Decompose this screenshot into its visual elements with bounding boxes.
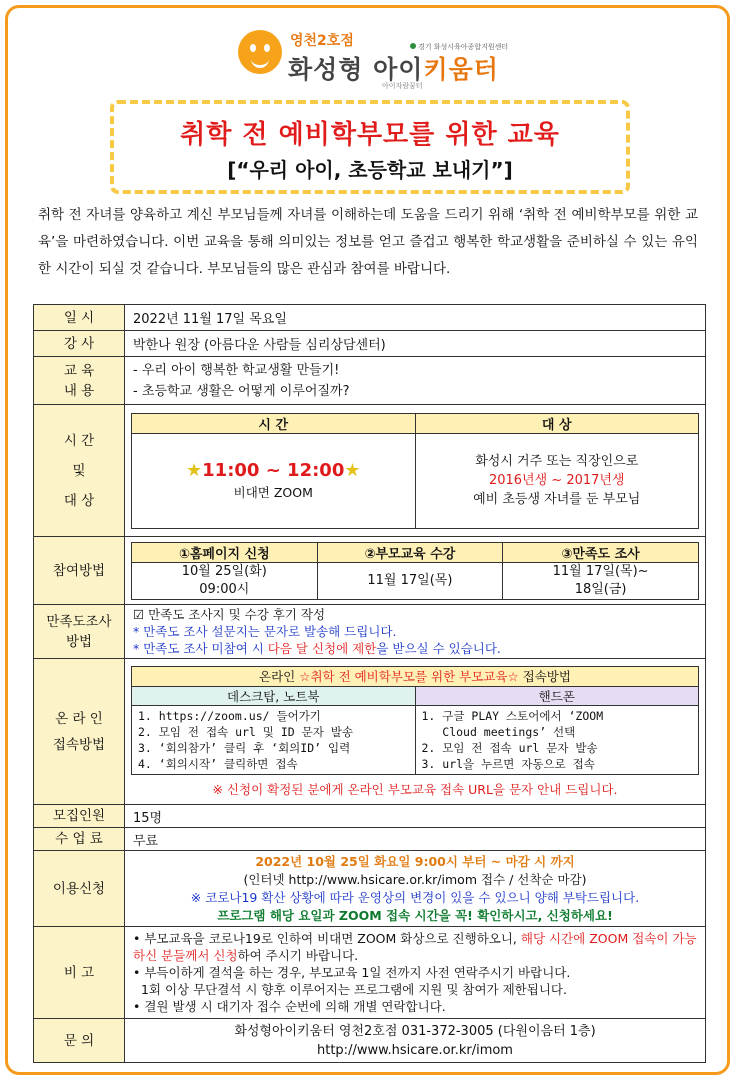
contact-label: 문 의: [34, 1019, 125, 1063]
participation-cell: [125, 537, 706, 605]
contact-info: 화성형아이키움터 영천2호점 031-372-3005 (다원이음터 1층): [234, 1023, 596, 1039]
desktop-step: 2. 모임 전 접속 url 및 ID 문자 발송: [138, 724, 353, 739]
page-subtitle: [“우리 아이, 초등학교 보내기”]: [227, 158, 513, 182]
page-title: 취학 전 예비학부모를 위한 교육: [180, 120, 560, 150]
info-table: [33, 304, 706, 1063]
target-line2: 2016년생 ~ 2017년생: [488, 473, 625, 488]
mobile-step: 1. 구글 PLAY 스토어에서 ‘ZOOM: [421, 708, 604, 723]
target-header: 대 상: [415, 413, 699, 433]
mobile-step: Cloud meetings’ 선택: [421, 724, 576, 739]
time-mode: 비대면 ZOOM: [233, 485, 313, 500]
apply-period: 2022년 10월 25일 화요일 9:00시 부터 ~ 마감 시 까지: [255, 853, 575, 869]
logo-face-icon: [238, 30, 282, 74]
target-line3: 예비 초등생 자녀를 둔 부모님: [473, 492, 641, 507]
apply-label: 이용신청: [34, 851, 125, 927]
remark-item: • 부모교육을 코로나19로 인하여 비대면 ZOOM 화상으로 진행하오니, 해당 시간에 ZOOM 접속이 가능하신 분들께서 신청하여 주시기 바랍니다.: [133, 931, 697, 963]
time-header: 시 간: [132, 413, 416, 433]
survey-line: ☑ 만족도 조사지 및 수강 후기 작성: [133, 607, 326, 622]
lecturer-value: 박한나 원장 (아름다운 사람들 심리상담센터): [125, 331, 706, 357]
survey-line: * 만족도 조사 미참여 시 다음 달 신청에 제한을 받으실 수 있습니다.: [133, 641, 501, 656]
content-item: - 초등학교 생활은 어떻게 이루어질까?: [133, 383, 350, 399]
date-label: 일 시: [34, 305, 125, 331]
apply-value: [125, 851, 706, 927]
desktop-header: 데스크탑, 노트북: [132, 686, 416, 705]
desktop-step: 3. ‘회의참가’ 클릭 후 ‘회의ID’ 입력: [138, 740, 351, 755]
content-value: [125, 357, 706, 405]
mobile-header: 핸드폰: [415, 686, 699, 705]
target-cell: [415, 433, 699, 528]
desktop-steps: [132, 705, 416, 774]
step-value: 11월 17일(목)~ 18일(금): [503, 562, 699, 599]
apply-method: (인터넷 http://www.hsicare.or.kr/imom 접수 / 선착순 마감): [243, 871, 587, 887]
time-target-table: [131, 413, 699, 529]
center-logo-icon: [410, 43, 416, 49]
time-target-cell: [125, 405, 706, 537]
time-value: 11:00 ~ 12:00: [202, 460, 345, 481]
center-logo: 경기 화성시육아종합지원센터: [410, 42, 508, 52]
apply-notice: ※ 코로나19 확산 상황에 따라 운영상의 변경이 있을 수 있으니 양해 부탁드립니다.: [190, 889, 640, 905]
content-label: 교 육 내 용: [34, 357, 125, 405]
capacity-label: 모집인원: [34, 805, 125, 828]
step-value: 11월 17일(목): [317, 562, 503, 599]
survey-line: * 만족도 조사 설문지는 문자로 발송해 드립니다.: [133, 624, 397, 639]
step-header: ③만족도 조사: [503, 542, 699, 562]
logo-subtitle: 영천2호점: [290, 33, 354, 49]
contact-url[interactable]: http://www.hsicare.or.kr/imom: [317, 1042, 513, 1058]
step-header: ②부모교육 수강: [317, 542, 503, 562]
apply-reminder: 프로그램 해당 요일과 ZOOM 접속 시간을 꼭! 확인하시고, 신청하세요!: [217, 907, 613, 923]
online-note: ※ 신청이 확정된 분에게 온라인 부모교육 접속 URL을 문자 안내 드립니다.: [212, 781, 618, 797]
remark-item: • 부득이하게 결석을 하는 경우, 부모교육 1일 전까지 사전 연락주시기 바랍니다.: [133, 965, 571, 980]
fee-label: 수 업 료: [34, 828, 125, 851]
mobile-step: 2. 모임 전 접속 url 문자 발송: [421, 740, 598, 755]
step-header: ①홈페이지 신청: [132, 542, 318, 562]
logo-name: 화성형 아이키움터: [288, 55, 499, 84]
online-header: 온라인 ☆취학 전 예비학부모를 위한 부모교육☆ 접속방법: [132, 666, 699, 686]
desktop-step: 1. https://zoom.us/ 들어가기: [138, 708, 321, 723]
online-label: 온 라 인 접속방법: [34, 659, 125, 805]
title-box: [110, 100, 630, 194]
remark-item: • 결원 발생 시 대기자 접수 순번에 의해 개별 연락합니다.: [133, 999, 446, 1014]
logo-tagline: 아이자람꿈터: [382, 82, 423, 90]
intro-paragraph: 취학 전 자녀를 양육하고 계신 부모님들께 자녀를 이해하는데 도움을 드리기 위해 ‘취학 전 예비학부모를 위한 교육’을 마련하였습니다. 이번 교육을 통해 의미있는 정보를 얻고 즐겁고 행복한 학교생활을 준비하실 수 있는 유익한 시간이 되실 것 같습니다. 부모님들의 많은 관심과 참여를 바랍니다.: [38, 207, 698, 277]
content-item: - 우리 아이 행복한 학교생활 만들기!: [133, 362, 340, 378]
time-target-label: 시 간 및 대 상: [34, 405, 125, 537]
online-table: [131, 666, 699, 775]
star-icon: ★: [344, 460, 361, 481]
desktop-step: 4. ‘회의시작’ 클릭하면 접속: [138, 756, 298, 771]
mobile-step: 3. url을 누르면 자동으로 접속: [421, 756, 595, 771]
participation-label: 참여방법: [34, 537, 125, 605]
star-icon: ★: [186, 460, 203, 481]
date-value: 2022년 11월 17일 목요일: [125, 305, 706, 331]
remarks-label: 비 고: [34, 927, 125, 1019]
capacity-value: 15명: [125, 805, 706, 828]
survey-value: [125, 605, 706, 659]
survey-label: 만족도조사 방법: [34, 605, 125, 659]
remark-item: 1회 이상 무단결석 시 향후 이루어지는 프로그램에 지원 및 참여가 제한됩니다.: [133, 982, 567, 997]
participation-table: [131, 542, 699, 600]
contact-value: [125, 1019, 706, 1063]
target-line1: 화성시 거주 또는 직장인으로: [475, 454, 639, 469]
step-value: 10월 25일(화) 09:00시: [132, 562, 318, 599]
online-cell: [125, 659, 706, 805]
time-cell: [132, 433, 416, 528]
remarks-value: [125, 927, 706, 1019]
mobile-steps: [415, 705, 699, 774]
fee-value: 무료: [125, 828, 706, 851]
lecturer-label: 강 사: [34, 331, 125, 357]
